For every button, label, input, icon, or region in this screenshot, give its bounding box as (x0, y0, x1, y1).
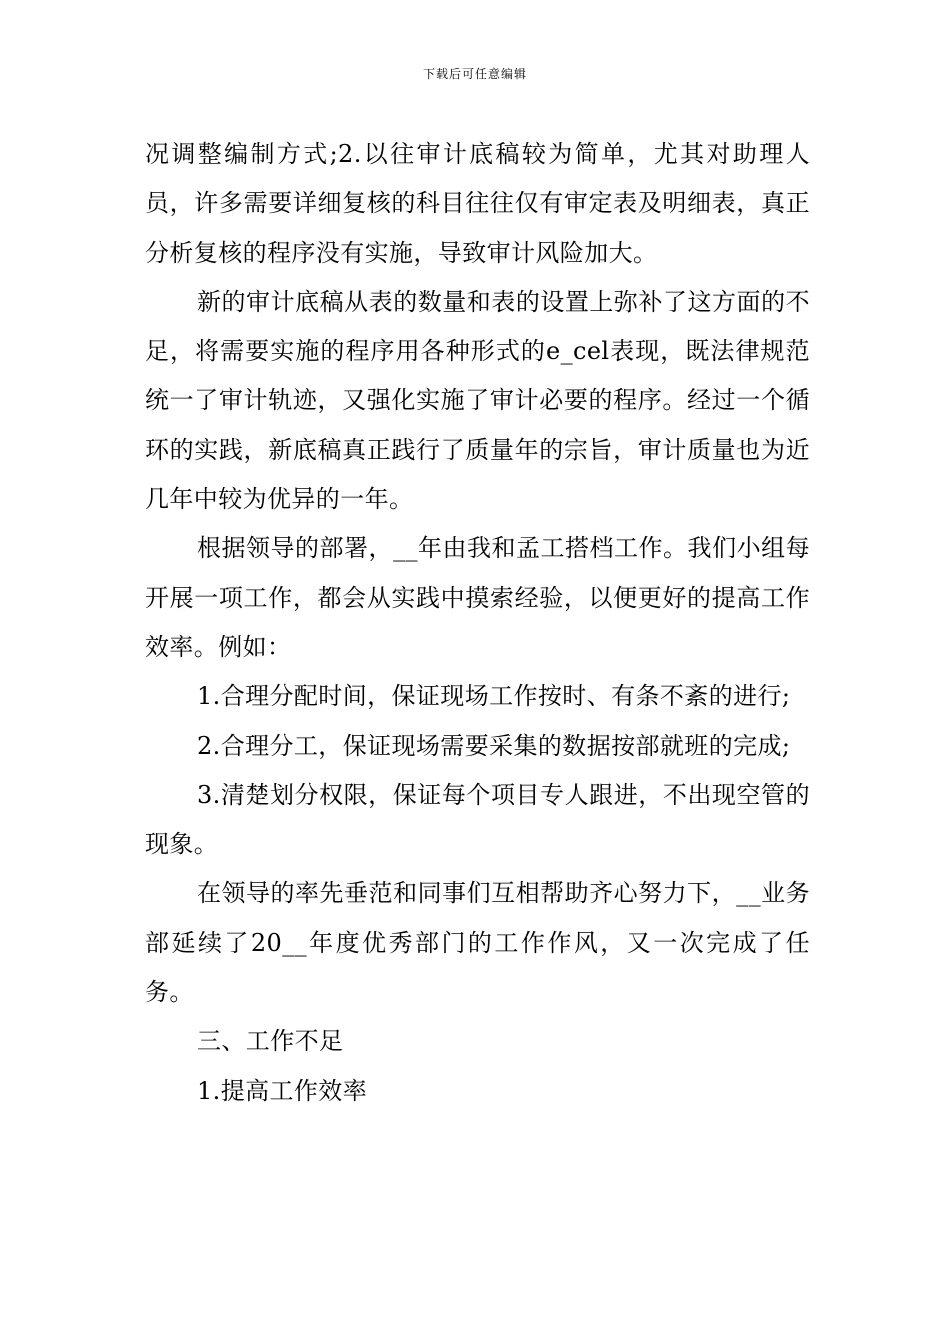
section-heading: 三、工作不足 (197, 1027, 344, 1056)
list-item-3: 3.清楚划分权限，保证每个项目专人跟进，不出现空管的现象。 (145, 780, 810, 859)
page-header: 下载后可任意编辑 (422, 67, 527, 81)
document-body (145, 130, 810, 1116)
list-item-1: 1.合理分配时间，保证现场工作按时、有条不紊的进行; (197, 682, 791, 711)
subsection-heading: 1.提高工作效率 (197, 1076, 368, 1105)
paragraph-4: 在领导的率先垂范和同事们互相帮助齐心努力下，__业务部延续了20__年度优秀部门的工作作风，又一次完成了任务。 (145, 879, 810, 1007)
paragraph-3: 根据领导的部署，__年由我和孟工搭档工作。我们小组每开展一项工作，都会从实践中摸索经验，以便更好的提高工作效率。例如： (145, 534, 810, 661)
list-item-2: 2.合理分工，保证现场需要采集的数据按部就班的完成; (197, 731, 791, 760)
paragraph-1: 况调整编制方式;2.以往审计底稿较为简单，尤其对助理人员，许多需要详细复核的科目往往仅有审定表及明细表，真正分析复核的程序没有实施，导致审计风险加大。 (145, 140, 810, 267)
paragraph-2: 新的审计底稿从表的数量和表的设置上弥补了这方面的不足，将需要实施的程序用各种形式的e_cel表现，既法律规范统一了审计轨迹，又强化实施了审计必要的程序。经过一个循环的实践，新底稿真正践行了质量年的宗旨，审计质量也为近几年中较为优异的一年。 (145, 287, 810, 514)
